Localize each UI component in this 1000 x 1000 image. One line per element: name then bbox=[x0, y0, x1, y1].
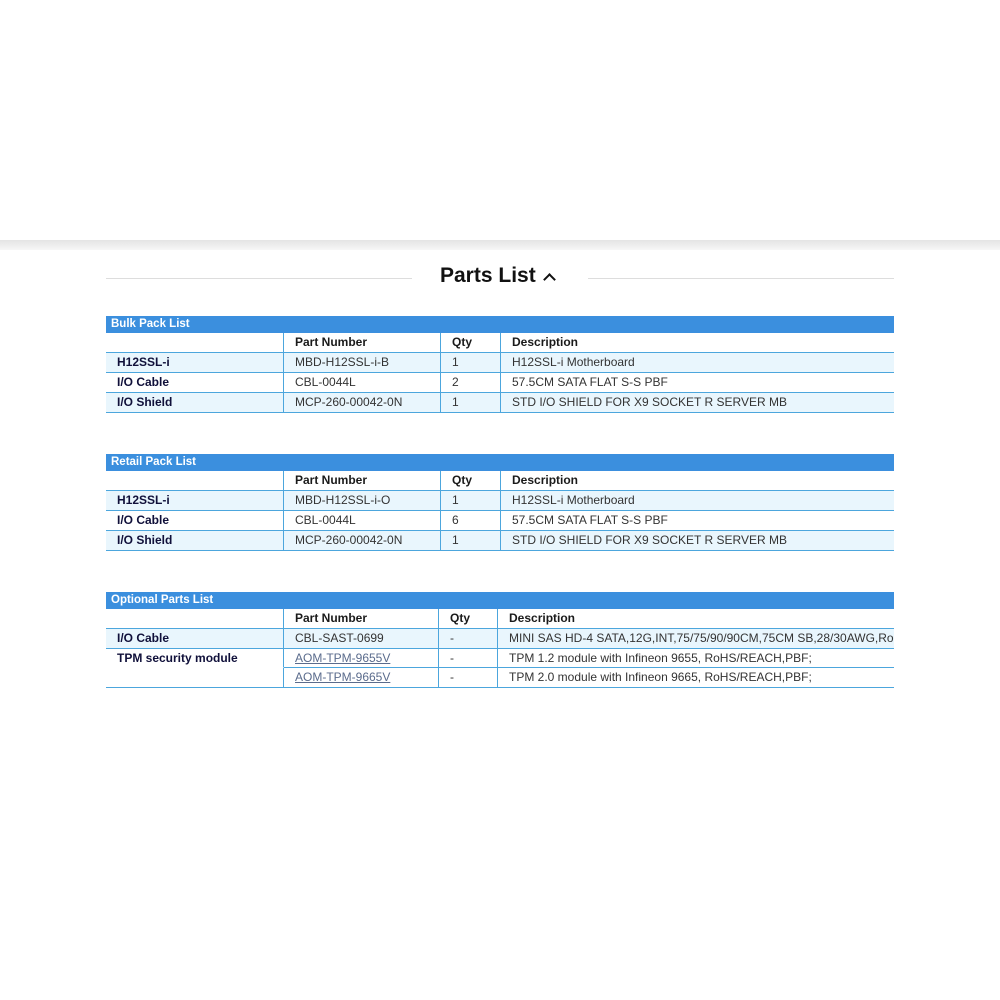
table-row bbox=[106, 511, 894, 531]
bulk-pack-table bbox=[106, 316, 894, 413]
quantity: 1 bbox=[441, 353, 501, 372]
description: TPM 1.2 module with Infineon 9655, RoHS/REACH,PBF; bbox=[498, 649, 894, 668]
item-name: H12SSL-i bbox=[106, 353, 284, 372]
header-qty: Qty bbox=[439, 609, 498, 628]
item-name: I/O Cable bbox=[106, 373, 284, 392]
table-header-row bbox=[106, 471, 894, 491]
part-number: MBD-H12SSL-i-B bbox=[284, 353, 441, 372]
part-number: MCP-260-00042-0N bbox=[284, 393, 441, 412]
description: H12SSL-i Motherboard bbox=[512, 355, 635, 369]
description: TPM 2.0 module with Infineon 9665, RoHS/REACH,PBF; bbox=[509, 670, 812, 684]
header-name bbox=[106, 333, 284, 352]
quantity: 1 bbox=[441, 491, 501, 510]
header-part-number: Part Number bbox=[284, 471, 441, 490]
header-description: Description bbox=[512, 473, 579, 487]
page-top-band bbox=[0, 240, 1000, 250]
description: MINI SAS HD-4 SATA,12G,INT,75/75/90/90CM,75CM SB,28/30AWG,Ro bbox=[509, 631, 894, 645]
table-header-row bbox=[106, 333, 894, 353]
description: STD I/O SHIELD FOR X9 SOCKET R SERVER MB bbox=[512, 395, 787, 409]
header-description: Description bbox=[512, 335, 579, 349]
table-header-row bbox=[106, 609, 894, 629]
quantity: - bbox=[439, 629, 498, 648]
header-part-number: Part Number bbox=[284, 333, 441, 352]
header-qty: Qty bbox=[441, 471, 501, 490]
description: 57.5CM SATA FLAT S-S PBF bbox=[512, 513, 668, 527]
item-name: I/O Shield bbox=[106, 393, 284, 412]
part-number-link-text[interactable]: AOM-TPM-9655V bbox=[295, 651, 391, 665]
quantity: - bbox=[439, 668, 498, 687]
table-title: Retail Pack List bbox=[106, 454, 894, 471]
quantity: - bbox=[439, 649, 498, 668]
description: H12SSL-i Motherboard bbox=[512, 493, 635, 507]
header-name bbox=[106, 471, 284, 490]
table-title: Optional Parts List bbox=[106, 592, 894, 609]
description: 57.5CM SATA FLAT S-S PBF bbox=[512, 375, 668, 389]
item-name: TPM security module bbox=[106, 649, 284, 668]
table-title: Bulk Pack List bbox=[106, 316, 894, 333]
quantity: 1 bbox=[441, 393, 501, 412]
part-number: CBL-0044L bbox=[284, 373, 441, 392]
header-name bbox=[106, 609, 284, 628]
part-number: CBL-SAST-0699 bbox=[284, 629, 439, 648]
item-name: I/O Shield bbox=[106, 531, 284, 550]
table-row bbox=[106, 649, 894, 668]
optional-parts-table bbox=[106, 592, 894, 688]
chevron-up-icon[interactable] bbox=[543, 273, 556, 286]
part-number-link[interactable] bbox=[284, 649, 439, 668]
table-row bbox=[106, 393, 894, 413]
header-qty: Qty bbox=[441, 333, 501, 352]
item-name: I/O Cable bbox=[106, 511, 284, 530]
item-name: H12SSL-i bbox=[106, 491, 284, 510]
part-number-link[interactable] bbox=[284, 668, 439, 687]
table-row bbox=[106, 373, 894, 393]
parts-list-section-header[interactable] bbox=[106, 262, 894, 294]
table-row bbox=[106, 353, 894, 373]
section-title: Parts List bbox=[440, 264, 536, 287]
quantity: 6 bbox=[441, 511, 501, 530]
description: STD I/O SHIELD FOR X9 SOCKET R SERVER MB bbox=[512, 533, 787, 547]
table-row bbox=[106, 629, 894, 649]
table-row bbox=[106, 668, 894, 688]
table-row bbox=[106, 531, 894, 551]
retail-pack-table bbox=[106, 454, 894, 551]
header-part-number: Part Number bbox=[284, 609, 439, 628]
header-divider-left bbox=[106, 278, 412, 279]
header-description: Description bbox=[509, 611, 576, 625]
part-number: CBL-0044L bbox=[284, 511, 441, 530]
header-divider-right bbox=[588, 278, 894, 279]
part-number: MCP-260-00042-0N bbox=[284, 531, 441, 550]
item-name bbox=[106, 668, 284, 687]
part-number-link-text[interactable]: AOM-TPM-9665V bbox=[295, 670, 391, 684]
parts-list-toggle[interactable] bbox=[440, 264, 554, 288]
table-row bbox=[106, 491, 894, 511]
item-name: I/O Cable bbox=[106, 629, 284, 648]
quantity: 2 bbox=[441, 373, 501, 392]
part-number: MBD-H12SSL-i-O bbox=[284, 491, 441, 510]
quantity: 1 bbox=[441, 531, 501, 550]
